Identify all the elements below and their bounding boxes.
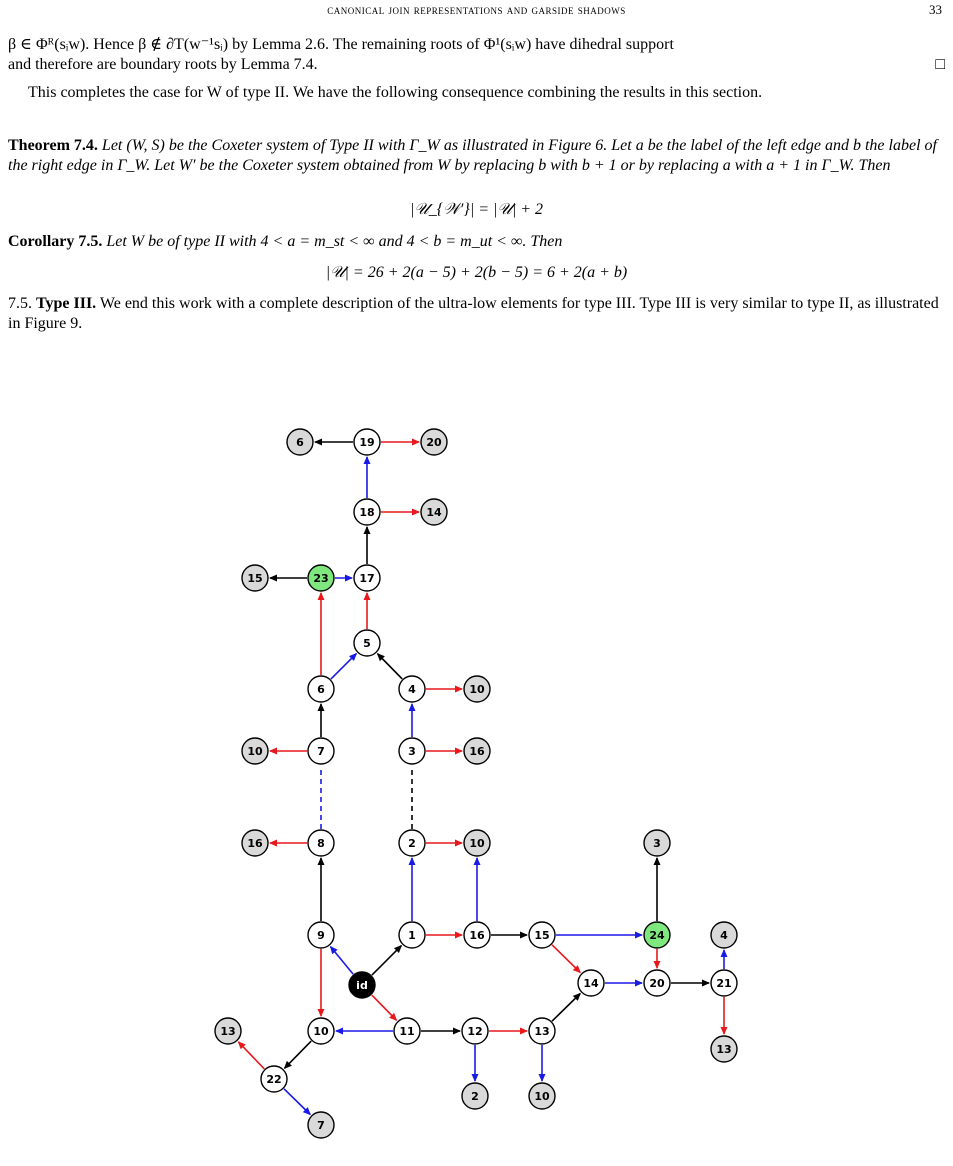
node-label: id	[356, 979, 368, 992]
node-n6	[308, 676, 334, 702]
edge-n10-to-n22	[284, 1041, 311, 1068]
section-text: We end this work with a complete description of the ultra-low elements for type III. Type III is very similar to type II, as illustrated in Figure 9.	[8, 295, 939, 332]
node-label: 16	[247, 837, 263, 850]
proof-line-1: β ∈ Φᴿ(sᵢw). Hence β ∉ ∂T(w⁻¹sᵢ) by Lemma 2.6. The remaining roots of Φ¹(sᵢw) have dihedral support	[8, 36, 674, 53]
node-n14	[578, 970, 604, 996]
node-label: 2	[408, 837, 416, 850]
section-number: 7.5.	[8, 295, 32, 312]
node-n15	[529, 922, 555, 948]
edge-n4-to-n5	[377, 654, 402, 679]
node-label: 4	[408, 683, 416, 696]
node-label: 15	[534, 929, 550, 942]
node-label: 8	[317, 837, 325, 850]
node-n12	[462, 1018, 488, 1044]
node-n3	[399, 738, 425, 764]
node-label: 10	[534, 1090, 550, 1103]
node-label: 23	[313, 572, 329, 585]
node-n18	[354, 499, 380, 525]
node-n21	[711, 970, 737, 996]
node-label: 13	[220, 1025, 236, 1038]
node-n7b	[308, 1112, 334, 1138]
node-label: 6	[317, 683, 325, 696]
node-n10b	[242, 738, 268, 764]
node-label: 5	[363, 637, 371, 650]
corollary-label: Corollary 7.5.	[8, 233, 103, 250]
node-n4b	[711, 922, 737, 948]
edge-nid-to-n9	[331, 947, 354, 975]
node-label: 9	[317, 929, 325, 942]
theorem-equation: |𝒰_{𝒲′}| = |𝒰| + 2	[409, 201, 544, 218]
node-n14t	[421, 499, 447, 525]
node-n11	[394, 1018, 420, 1044]
node-n20	[644, 970, 670, 996]
node-label: 24	[649, 929, 665, 942]
node-label: 21	[716, 977, 732, 990]
node-n10	[308, 1018, 334, 1044]
node-n2b	[462, 1083, 488, 1109]
node-n22	[261, 1066, 287, 1092]
edge-n22-to-n13b	[238, 1042, 264, 1069]
node-label: 4	[720, 929, 728, 942]
node-label: 2	[471, 1090, 479, 1103]
node-n13b	[215, 1018, 241, 1044]
node-n13a	[711, 1036, 737, 1062]
node-n16b	[242, 830, 268, 856]
node-label: 10	[247, 745, 263, 758]
node-label: 14	[583, 977, 599, 990]
node-label: 20	[426, 436, 442, 449]
edge-n13-to-n14	[552, 993, 580, 1021]
node-label: 15	[247, 572, 263, 585]
node-nid	[349, 972, 375, 998]
section-title: Type III.	[36, 295, 97, 312]
node-label: 10	[469, 683, 485, 696]
node-label: 22	[266, 1073, 282, 1086]
node-n15t	[242, 565, 268, 591]
node-n16	[464, 922, 490, 948]
theorem-label: Theorem 7.4.	[8, 137, 98, 154]
node-n10c	[464, 830, 490, 856]
node-label: 3	[408, 745, 416, 758]
node-n16a	[464, 738, 490, 764]
qed-symbol: □	[935, 56, 945, 73]
edge-nid-to-n11	[372, 995, 397, 1020]
node-label: 1	[408, 929, 416, 942]
page-number: 33	[929, 2, 942, 17]
node-n8	[308, 830, 334, 856]
node-label: 18	[359, 506, 375, 519]
edge-nid-to-n1	[372, 946, 401, 975]
conclusion-text: This completes the case for W of type II. We have the following consequence combining the results in this section.	[28, 84, 763, 101]
node-n17	[354, 565, 380, 591]
running-title: canonical join representations and garside shadows	[327, 2, 626, 17]
node-n24	[644, 922, 670, 948]
node-n5	[354, 630, 380, 656]
node-label: 10	[469, 837, 485, 850]
node-label: 7	[317, 745, 325, 758]
node-label: 7	[317, 1119, 325, 1132]
node-n9	[308, 922, 334, 948]
node-label: 13	[716, 1043, 732, 1056]
node-n19	[354, 429, 380, 455]
node-label: 13	[534, 1025, 550, 1038]
node-n23	[308, 565, 334, 591]
node-n1	[399, 922, 425, 948]
node-label: 6	[296, 436, 304, 449]
corollary-equation: |𝒰| = 26 + 2(a − 5) + 2(b − 5) = 6 + 2(a + b)	[325, 264, 628, 281]
nodes-layer	[215, 429, 737, 1138]
edge-n6-to-n5	[331, 654, 356, 679]
node-label: 17	[359, 572, 375, 585]
node-label: 3	[653, 837, 661, 850]
node-n3b	[644, 830, 670, 856]
corollary-body: Let W be of type II with 4 < a = m_st < ∞ and 4 < b = m_ut < ∞. Then	[106, 233, 563, 250]
node-n10a	[464, 676, 490, 702]
node-label: 19	[359, 436, 375, 449]
node-n6t	[287, 429, 313, 455]
node-n4	[399, 676, 425, 702]
edge-n22-to-n7b	[284, 1089, 310, 1115]
edge-n15-to-n14	[552, 945, 580, 973]
node-label: 14	[426, 506, 442, 519]
node-n13	[529, 1018, 555, 1044]
node-label: 16	[469, 745, 485, 758]
node-label: 12	[467, 1025, 483, 1038]
edges-layer	[238, 442, 724, 1115]
node-label: 10	[313, 1025, 329, 1038]
node-n7	[308, 738, 334, 764]
node-n2	[399, 830, 425, 856]
node-label: 11	[399, 1025, 415, 1038]
node-n10d	[529, 1083, 555, 1109]
node-label: 16	[469, 929, 485, 942]
theorem-body: Let (W, S) be the Coxeter system of Type II with Γ_W as illustrated in Figure 6. Let a be the label of the left edge and b the label of the right edge in Γ_W. Let W′ be the Coxeter system obtained from W by replacing b with b + 1 or by replacing a with a + 1 in Γ_W. Then	[8, 137, 937, 174]
node-label: 20	[649, 977, 665, 990]
proof-line-2-text: and therefore are boundary roots by Lemma 7.4.	[8, 56, 318, 73]
node-n20t	[421, 429, 447, 455]
